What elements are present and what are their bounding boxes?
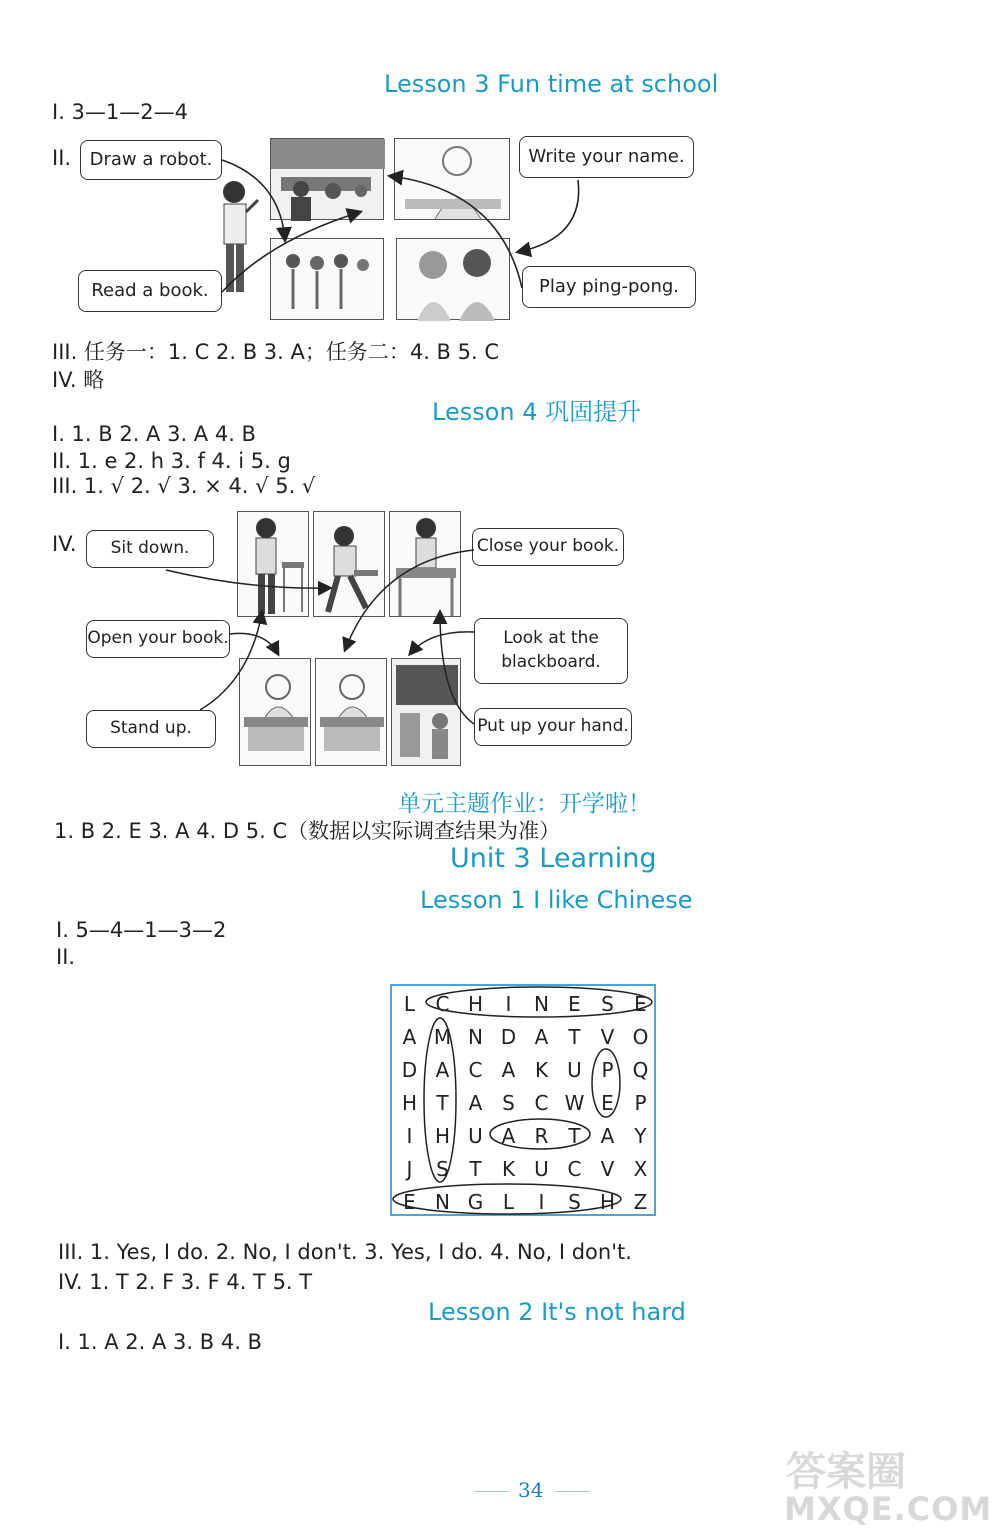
box-write-name: Write your name. — [519, 136, 694, 178]
grid-letter: T — [568, 1124, 581, 1148]
heading-unit3-lesson2: Lesson 2 It's not hard — [428, 1298, 686, 1326]
box-draw-robot: Draw a robot. — [80, 140, 222, 180]
grid-letter: V — [600, 1157, 615, 1181]
grid-letter: T — [568, 1025, 581, 1049]
box-look-blackboard: Look at the blackboard. — [474, 618, 628, 684]
grid-letter: A — [435, 1058, 450, 1082]
u3l1-answer-iv: IV. 1. T 2. F 3. F 4. T 5. T — [58, 1270, 313, 1294]
circle-art — [490, 1119, 590, 1149]
grid-letter: N — [468, 1025, 483, 1049]
circle-chinese — [426, 987, 652, 1017]
grid-letter: A — [402, 1025, 417, 1049]
l4-answer-i: I. 1. B 2. A 3. A 4. B — [52, 422, 256, 446]
grid-letter: I — [406, 1124, 413, 1148]
heading-lesson3: Lesson 3 Fun time at school — [384, 70, 719, 98]
page-number-rule-left — [474, 1491, 508, 1492]
box-stand-up: Stand up. — [86, 710, 216, 748]
grid-letter: P — [634, 1091, 647, 1115]
page-number-rule-right — [556, 1491, 590, 1492]
grid-letter: H — [401, 1091, 418, 1115]
box-close-book: Close your book. — [472, 528, 624, 566]
l3-answer-iii: III. 任务一：1. C 2. B 3. A；任务二：4. B 5. C — [52, 340, 500, 364]
grid-letter: U — [534, 1157, 549, 1181]
box-open-book: Open your book. — [86, 620, 230, 658]
grid-letter: U — [468, 1124, 483, 1148]
heading-lesson4: Lesson 4 巩固提升 — [432, 398, 642, 426]
grid-letter: C — [468, 1058, 483, 1082]
box-play-pingpong: Play ping-pong. — [522, 266, 696, 308]
u3l1-label-ii: II. — [56, 945, 76, 969]
grid-letter: V — [600, 1025, 615, 1049]
grid-letter: K — [534, 1058, 549, 1082]
u3l1-answer-i: I. 5—4—1—3—2 — [56, 918, 227, 942]
grid-letter: W — [564, 1091, 585, 1115]
l4-answer-ii: II. 1. e 2. h 3. f 4. i 5. g — [52, 449, 291, 473]
watermark-site: MXQE.COM — [784, 1490, 992, 1528]
u3l1-answer-iii: III. 1. Yes, I do. 2. No, I don't. 3. Yes, I do. 4. No, I don't. — [58, 1240, 632, 1264]
grid-letter: Z — [633, 1190, 648, 1214]
box-put-up-hand: Put up your hand. — [474, 708, 632, 746]
l3-answer-iv: IV. 略 — [52, 368, 105, 392]
watermark-logo-text: 答案圈 — [786, 1449, 906, 1495]
grid-letter: A — [501, 1124, 516, 1148]
grid-letter: G — [467, 1190, 484, 1214]
l4-answer-iii: III. 1. √ 2. √ 3. × 4. √ 5. √ — [52, 474, 316, 498]
grid-letter: A — [600, 1124, 615, 1148]
heading-unit3-lesson1: Lesson 1 I like Chinese — [420, 886, 693, 914]
grid-letter: K — [501, 1157, 516, 1181]
grid-letter: J — [406, 1157, 413, 1181]
l3-label-ii: II. — [52, 146, 72, 170]
grid-letter: I — [505, 992, 512, 1016]
grid-letter: D — [401, 1058, 418, 1082]
grid-letter: T — [436, 1091, 449, 1115]
grid-letter: E — [601, 1091, 614, 1115]
grid-letter: Q — [632, 1058, 649, 1082]
grid-letter: M — [433, 1025, 452, 1049]
grid-letter: L — [502, 1190, 515, 1214]
grid-letter: A — [534, 1025, 549, 1049]
grid-letter: H — [467, 992, 484, 1016]
grid-letter: C — [435, 992, 450, 1016]
u3l2-answer-i: I. 1. A 2. A 3. B 4. B — [58, 1330, 262, 1354]
grid-letter: S — [502, 1091, 515, 1115]
grid-letter: T — [469, 1157, 482, 1181]
circle-pe — [592, 1049, 620, 1117]
page-number: 34 — [518, 1478, 544, 1502]
l3-answer-i: I. 3—1—2—4 — [52, 100, 188, 124]
grid-letter: E — [634, 992, 647, 1016]
circle-maths — [424, 1018, 456, 1182]
grid-letter: S — [436, 1157, 449, 1181]
grid-letter: R — [534, 1124, 549, 1148]
grid-letter: P — [601, 1058, 614, 1082]
unit-task-answer: 1. B 2. E 3. A 4. D 5. C（数据以实际调查结果为准） — [54, 819, 561, 843]
grid-letter: E — [568, 992, 581, 1016]
grid-letter: Y — [634, 1124, 647, 1148]
heading-unit-task: 单元主题作业：开学啦！ — [398, 791, 651, 817]
grid-letter: O — [632, 1025, 649, 1049]
grid-letter: X — [633, 1157, 648, 1181]
grid-letter: S — [568, 1190, 581, 1214]
grid-letter: N — [534, 992, 549, 1016]
grid-letter: H — [434, 1124, 451, 1148]
grid-letter: S — [601, 992, 614, 1016]
grid-letter: C — [534, 1091, 549, 1115]
grid-letter: N — [435, 1190, 450, 1214]
grid-letter: H — [599, 1190, 616, 1214]
box-sit-down: Sit down. — [86, 530, 214, 568]
grid-letter: E — [403, 1190, 416, 1214]
grid-letter: D — [500, 1025, 517, 1049]
grid-letter: U — [567, 1058, 582, 1082]
box-read-book: Read a book. — [78, 270, 222, 312]
l4-label-iv: IV. — [52, 532, 77, 556]
grid-letter: C — [567, 1157, 582, 1181]
circle-english — [393, 1184, 621, 1214]
grid-letter: L — [403, 992, 416, 1016]
heading-unit3: Unit 3 Learning — [450, 843, 657, 874]
grid-letter: A — [468, 1091, 483, 1115]
grid-letter: I — [538, 1190, 545, 1214]
grid-letter: A — [501, 1058, 516, 1082]
